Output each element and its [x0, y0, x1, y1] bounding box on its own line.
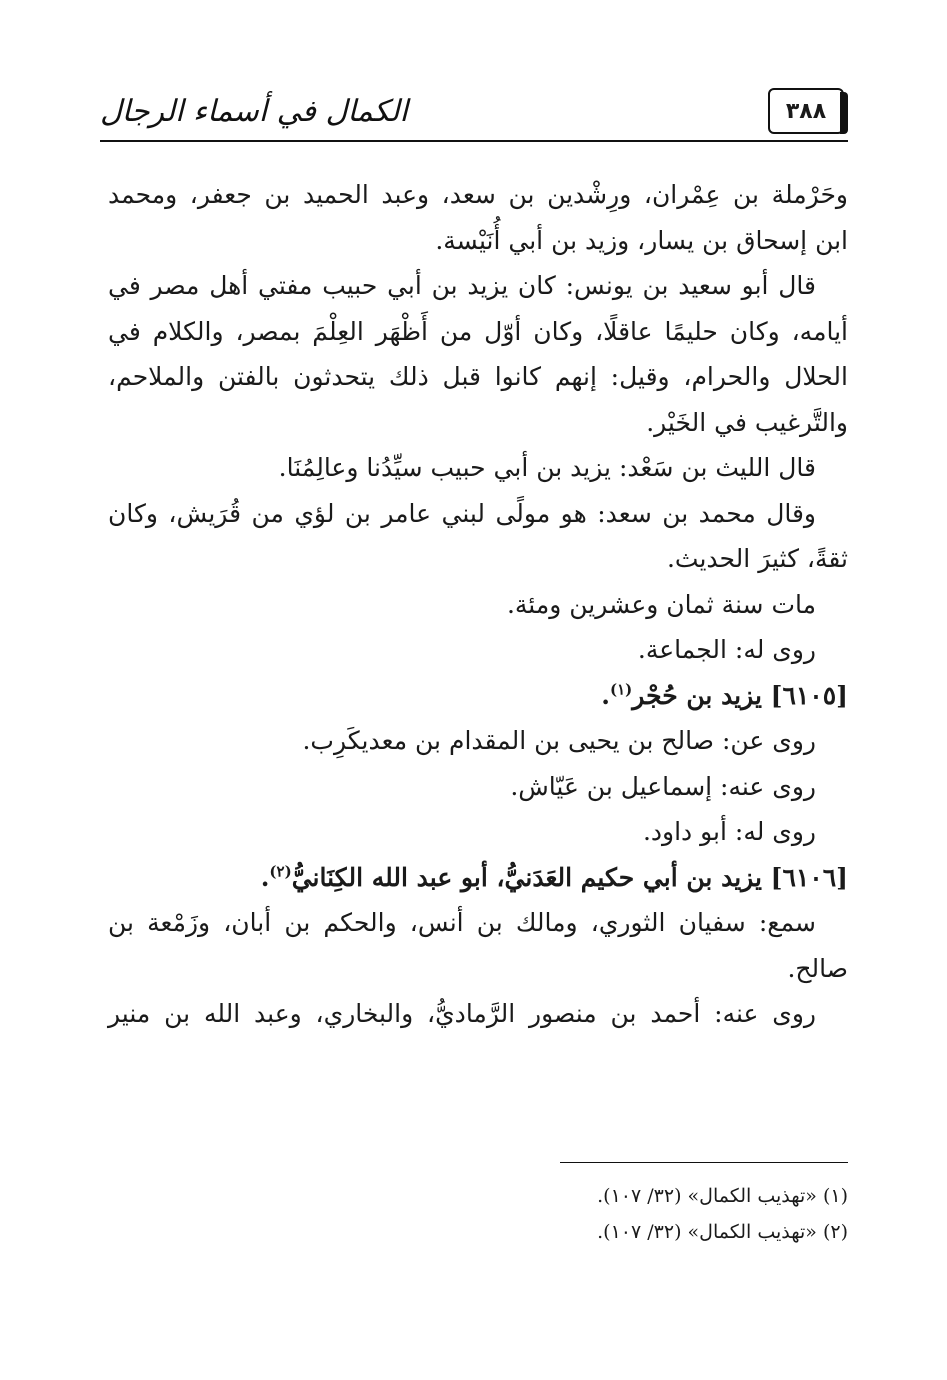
page-header	[100, 88, 848, 146]
text-line: وحَرْملة بن عِمْران، ورِشْدين بن سعد، وعبد الحميد بن جعفر، ومحمد	[108, 180, 848, 209]
text-line: روى له: الجماعة.	[637, 635, 816, 664]
footnote-marker: (٢)	[269, 862, 292, 881]
text-line: روى عن: صالح بن يحيى بن المقدام بن معديكَرِب.	[302, 726, 816, 755]
text-line: ابن إسحاق بن يسار، وزيد بن أبي أُنَيْسة.	[435, 225, 848, 255]
footnote-divider	[560, 1162, 848, 1163]
footnote-marker: (١)	[610, 680, 633, 699]
entry-heading	[108, 855, 848, 901]
text-line: مات سنة ثمان وعشرين ومئة.	[506, 589, 816, 619]
text-line: قال الليث بن سَعْد: يزيد بن أبي حبيب سيِّدُنا وعالِمُنَا.	[278, 453, 816, 482]
heading-end: .	[601, 680, 610, 710]
text-line: قال أبو سعيد بن يونس: كان يزيد بن أبي حبيب مفتي أهل مصر في	[108, 271, 816, 300]
entry-heading-text: [٦١٠٦] يزيد بن أبي حكيم العَدَنيُّ، أبو عبد الله الكِنَانيُّ	[291, 862, 848, 892]
text-line: وقال محمد بن سعد: هو مولًى لبني عامر بن لؤي من قُرَيش، وكان	[108, 498, 816, 528]
header-divider	[100, 140, 848, 142]
book-title: الكمال في أسماء الرجال	[100, 94, 408, 129]
text-line: سمع: سفيان الثوري، ومالك بن أنس، والحكم بن أبان، وزَمْعة بن	[108, 908, 816, 937]
footnotes	[108, 1178, 848, 1250]
entry-heading-text: [٦١٠٥] يزيد بن حُجْر	[632, 680, 848, 710]
heading-end: .	[260, 862, 270, 892]
text-line: أيامه، وكان حليمًا عاقلًا، وكان أوّل من أَظْهَر العِلْمَ بمصر، والكلام في	[108, 316, 848, 346]
page-number: ٣٨٨	[768, 88, 844, 134]
text-line: روى له: أبو داود.	[642, 817, 816, 846]
entry-heading	[108, 673, 848, 719]
text-line: روى عنه: إسماعيل بن عَيّاش.	[510, 771, 816, 801]
text-line: الحلال والحرام، وقيل: إنهم كانوا قبل ذلك يتحدثون بالفتن والملاحم،	[108, 362, 848, 391]
footnote: (٢) «تهذيب الكمال» (٣٢/ ١٠٧).	[597, 1221, 848, 1243]
footnote: (١) «تهذيب الكمال» (٣٢/ ١٠٧).	[597, 1185, 848, 1207]
text-line: والتَّرغيب في الخَيْر.	[646, 407, 848, 437]
text-line: صالح.	[787, 953, 848, 983]
text-line: ثقةً، كثيرَ الحديث.	[666, 544, 848, 573]
text-line: روى عنه: أحمد بن منصور الرَّماديُّ، والبخاري، وعبد الله بن منير	[108, 999, 816, 1028]
main-text	[108, 172, 848, 1037]
